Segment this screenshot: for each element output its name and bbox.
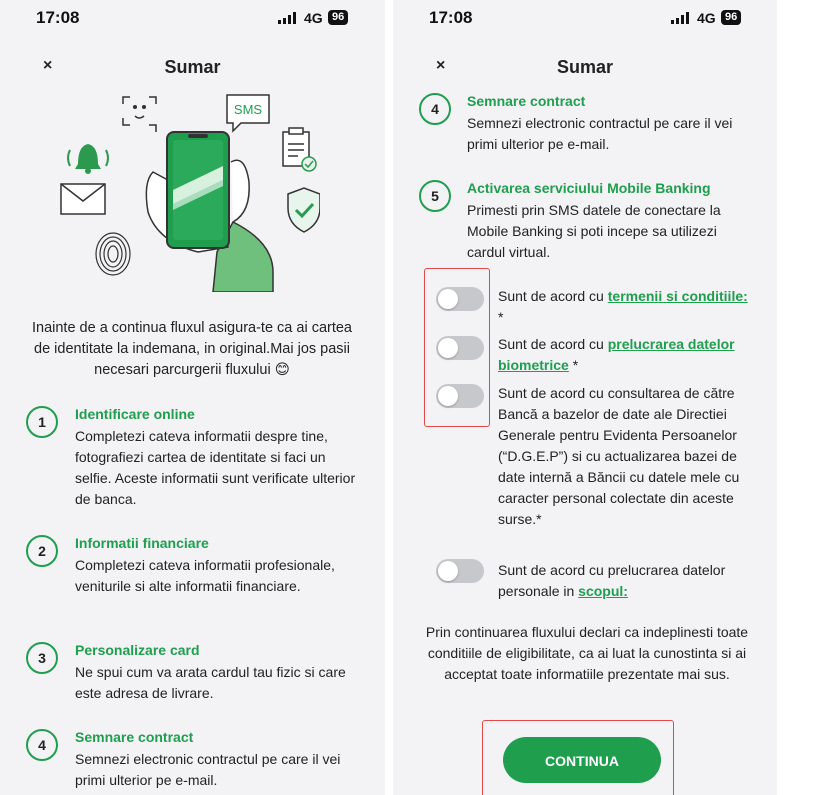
- step-title: Personalizare card: [75, 642, 200, 658]
- sms-bubble-icon: [227, 95, 269, 131]
- shield-icon: [288, 188, 320, 232]
- step-title: Identificare online: [75, 406, 195, 422]
- bell-icon: [68, 144, 108, 174]
- biometric-consent-text: [498, 334, 748, 376]
- battery-icon: 96: [328, 10, 348, 25]
- status-time: 17:08: [429, 8, 473, 27]
- terms-link[interactable]: termenii si conditiile:: [607, 288, 748, 304]
- consent-label: Sunt de acord cu: [498, 336, 608, 352]
- status-bar: [393, 0, 777, 36]
- step-number: 4: [26, 729, 58, 761]
- step-title: Informatii financiare: [75, 535, 209, 551]
- toggle-knob: [438, 338, 458, 358]
- required-mark: *: [498, 309, 504, 325]
- consent-label: Sunt de acord cu: [498, 288, 608, 304]
- dgep-consent-text: [498, 383, 748, 530]
- intro-text: Inainte de a continua fluxul asigura-te ca ai cartea de identitate la indemana, in original.Mai jos pasii necesari parcurgerii fluxului 😊: [31, 320, 352, 378]
- signal-icon: [671, 12, 691, 24]
- page-title: Sumar: [556, 57, 614, 77]
- step-number: 2: [26, 535, 58, 567]
- summary-screen-top: [0, 0, 385, 795]
- dgep-toggle[interactable]: [436, 384, 484, 408]
- step-title: Semnare contract: [467, 93, 586, 109]
- declaration-text: Prin continuarea fluxului declari ca indeplinesti toate conditiile de eligibilitate, ca ai luat la cunostinta si ai acceptat toate informatiile prezentate mai sus.: [425, 624, 749, 682]
- close-button[interactable]: ×: [436, 57, 446, 74]
- step-number: 1: [26, 406, 58, 438]
- purpose-link[interactable]: scopul:: [578, 583, 628, 599]
- envelope-icon: [61, 184, 105, 214]
- step-description: Ne spui cum va arata cardul tau fizic si care este adresa de livrare.: [75, 664, 346, 701]
- svg-text:SMS: SMS: [233, 102, 263, 117]
- clipboard-icon: [283, 128, 316, 171]
- phone-icon: [167, 132, 229, 248]
- terms-consent-text: [498, 286, 748, 328]
- step-description: Completezi cateva informatii profesionale, veniturile si alte informatii financiare.: [75, 557, 335, 594]
- summary-screen-bottom: [393, 0, 777, 795]
- network-label: 4G: [697, 10, 716, 26]
- phone-illustration: [55, 92, 320, 292]
- signal-icon: [278, 12, 298, 24]
- step-number: 3: [26, 642, 58, 674]
- step-title: Activarea serviciului Mobile Banking: [467, 180, 711, 196]
- step-description: Primesti prin SMS datele de conectare la Mobile Banking si poti incepe sa utilizezi cardul virtual.: [467, 202, 721, 260]
- toggle-knob: [438, 289, 458, 309]
- step-description: Completezi cateva informatii despre tine, fotografiezi cartea de identitate si faci un selfie. Aceste informatii sunt verificate ulterior de banca.: [75, 428, 356, 507]
- status-bar: [0, 0, 385, 36]
- step-description: Semnezi electronic contractul pe care il vei primi ulterior pe e-mail.: [467, 115, 733, 152]
- biometric-link[interactable]: prelucrarea datelor biometrice: [498, 336, 735, 373]
- toggle-knob: [438, 561, 458, 581]
- step-number: 5: [419, 180, 451, 212]
- consent-label: Sunt de acord cu consultarea de către Bancă a bazelor de date ale Directiei Generale pentru Evidenta Persoanelor (“D.G.E.P”) si cu actualizarea bazei de date internă a Băncii cu datele mele cu caracter personal colectate din aceste surse.*: [498, 385, 740, 527]
- terms-toggle[interactable]: [436, 287, 484, 311]
- personal-data-consent-text: [498, 560, 748, 602]
- step-description: Semnezi electronic contractul pe care il vei primi ulterior pe e-mail.: [75, 751, 341, 788]
- step-number: 4: [419, 93, 451, 125]
- close-button[interactable]: ×: [43, 57, 53, 74]
- continue-button[interactable]: CONTINUA: [503, 737, 661, 783]
- status-time: 17:08: [36, 8, 80, 27]
- toggle-knob: [438, 386, 458, 406]
- face-scan-icon: [123, 97, 156, 132]
- step-title: Semnare contract: [75, 729, 194, 745]
- required-mark: *: [568, 357, 579, 373]
- consent-label: Sunt de acord cu prelucrarea datelor personale in: [498, 562, 726, 599]
- page-title: Sumar: [164, 57, 221, 77]
- battery-icon: 96: [721, 10, 741, 25]
- network-label: 4G: [304, 10, 323, 26]
- personal-data-toggle[interactable]: [436, 559, 484, 583]
- biometric-toggle[interactable]: [436, 336, 484, 360]
- fingerprint-icon: [96, 233, 130, 275]
